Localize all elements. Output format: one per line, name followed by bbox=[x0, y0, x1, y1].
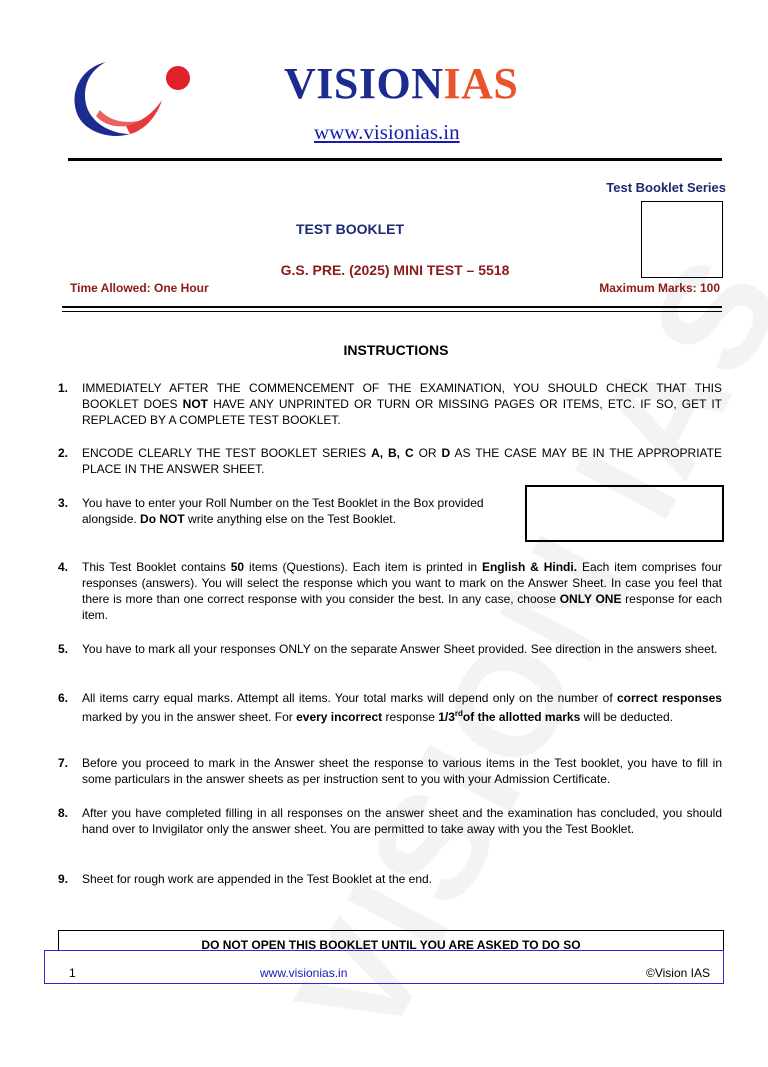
item-text: response bbox=[382, 710, 439, 724]
item-number: 4. bbox=[58, 560, 69, 574]
maximum-marks: Maximum Marks: 100 bbox=[599, 281, 720, 295]
item-text: Each item comprises four responses (answers). You will select the response which you want to mark on the Answer Sheet. In case you feel that there is more than one correct response with you consider the best. In any case, choose bbox=[82, 560, 722, 606]
item-emphasis: NOT bbox=[182, 397, 209, 411]
roll-number-box[interactable] bbox=[525, 485, 724, 542]
footer-page-number: 1 bbox=[69, 966, 76, 980]
brand-name bbox=[284, 59, 519, 108]
instruction-item-9 bbox=[58, 871, 722, 887]
item-text: Sheet for rough work are appended in the Test Booklet at the end. bbox=[82, 872, 433, 886]
item-emphasis: D bbox=[441, 446, 451, 460]
instruction-item-2 bbox=[58, 445, 722, 477]
double-rule-top bbox=[62, 306, 722, 308]
item-number: 7. bbox=[58, 756, 69, 770]
item-text: items (Questions). Each item is printed in bbox=[244, 560, 482, 574]
item-text: IMMEDIATELY AFTER THE COMMENCEMENT OF THE EXAMINATION, YOU SHOULD CHECK THAT THIS BOOKLET DOES bbox=[82, 381, 722, 411]
instruction-item-7 bbox=[58, 755, 722, 787]
do-not-open-warning: DO NOT OPEN THIS BOOKLET UNTIL YOU ARE ASKED TO DO SO bbox=[58, 930, 724, 951]
item-emphasis: 1/3 bbox=[438, 710, 455, 724]
double-rule-bottom bbox=[62, 311, 722, 312]
item-text: HAVE ANY UNPRINTED OR TURN OR MISSING PAGES OR ITEMS, ETC. IF SO, GET IT REPLACED BY A COMPLETE TEST BOOKLET. bbox=[82, 397, 722, 427]
item-emphasis: ONLY ONE bbox=[559, 592, 622, 606]
item-text: You have to mark all your responses ONLY on the separate Answer Sheet provided. See direction in the answers sheet. bbox=[82, 642, 718, 656]
item-text: marked by you in the answer sheet. For bbox=[82, 710, 297, 724]
booklet-title-text: TEST BOOKLET bbox=[295, 221, 405, 237]
instruction-item-3 bbox=[58, 495, 488, 527]
item-text: write anything else on the Test Booklet. bbox=[184, 512, 396, 526]
instruction-item-4 bbox=[58, 559, 722, 623]
item-number: 1. bbox=[58, 381, 69, 395]
item-text: AS THE CASE MAY BE IN THE APPROPRIATE PLACE IN THE ANSWER SHEET. bbox=[82, 446, 723, 476]
booklet-title bbox=[0, 221, 768, 237]
item-number: 3. bbox=[58, 496, 69, 510]
item-number: 6. bbox=[58, 691, 69, 705]
item-text: will be deducted. bbox=[580, 710, 673, 724]
test-name-text: G.S. PRE. (2025) MINI TEST – 5518 bbox=[280, 262, 510, 278]
footer-copyright: ©Vision IAS bbox=[646, 966, 710, 980]
header-website-link[interactable]: www.visionias.in bbox=[314, 120, 460, 144]
item-emphasis: correct responses bbox=[616, 691, 722, 705]
item-emphasis: A, B, C bbox=[371, 446, 414, 460]
item-text: This Test Booklet contains bbox=[82, 560, 231, 574]
vision-ias-logo bbox=[66, 58, 194, 144]
test-booklet-series-label: Test Booklet Series bbox=[606, 180, 726, 195]
footer-website-link[interactable]: www.visionias.in bbox=[260, 966, 348, 980]
footer-frame bbox=[44, 950, 724, 984]
brand-part-ias: IAS bbox=[443, 59, 519, 108]
item-emphasis: every incorrect bbox=[296, 710, 383, 724]
item-text: After you have completed filling in all responses on the answer sheet and the examination has concluded, you should hand over to Invigilator only the answer sheet. You are permitted to take away with you the Test Booklet. bbox=[82, 806, 722, 836]
time-allowed: Time Allowed: One Hour bbox=[70, 281, 209, 295]
test-name bbox=[0, 262, 768, 278]
item-text: response for each item. bbox=[82, 592, 723, 622]
item-number: 2. bbox=[58, 446, 69, 460]
item-text: You have to enter your Roll Number on the Test Booklet in the Box provided alongside. bbox=[82, 496, 484, 526]
instruction-item-1 bbox=[58, 380, 722, 428]
item-text: All items carry equal marks. Attempt all items. Your total marks will depend only on the number of bbox=[82, 691, 617, 705]
item-number: 8. bbox=[58, 806, 69, 820]
item-text: OR bbox=[413, 446, 442, 460]
item-text: ENCODE CLEARLY THE TEST BOOKLET SERIES bbox=[82, 446, 372, 460]
instruction-item-5 bbox=[58, 641, 722, 657]
instructions-heading: INSTRUCTIONS bbox=[343, 342, 449, 358]
item-number: 9. bbox=[58, 872, 69, 886]
item-number: 5. bbox=[58, 642, 69, 656]
instruction-item-8 bbox=[58, 805, 722, 837]
item-emphasis: Do NOT bbox=[140, 512, 185, 526]
item-emphasis: English & Hindi. bbox=[481, 560, 578, 574]
item-text: Before you proceed to mark in the Answer sheet the response to various items in the Test booklet, you have to fill in some particulars in the answer sheets as per instruction sent to you with your Admission Certificate. bbox=[82, 756, 722, 786]
brand-part-vision: VISION bbox=[284, 59, 444, 108]
header-divider bbox=[68, 158, 722, 161]
item-emphasis: 50 bbox=[230, 560, 245, 574]
instruction-item-6 bbox=[58, 690, 722, 725]
item-superscript: rd bbox=[454, 709, 463, 718]
item-emphasis: of the allotted marks bbox=[462, 710, 581, 724]
